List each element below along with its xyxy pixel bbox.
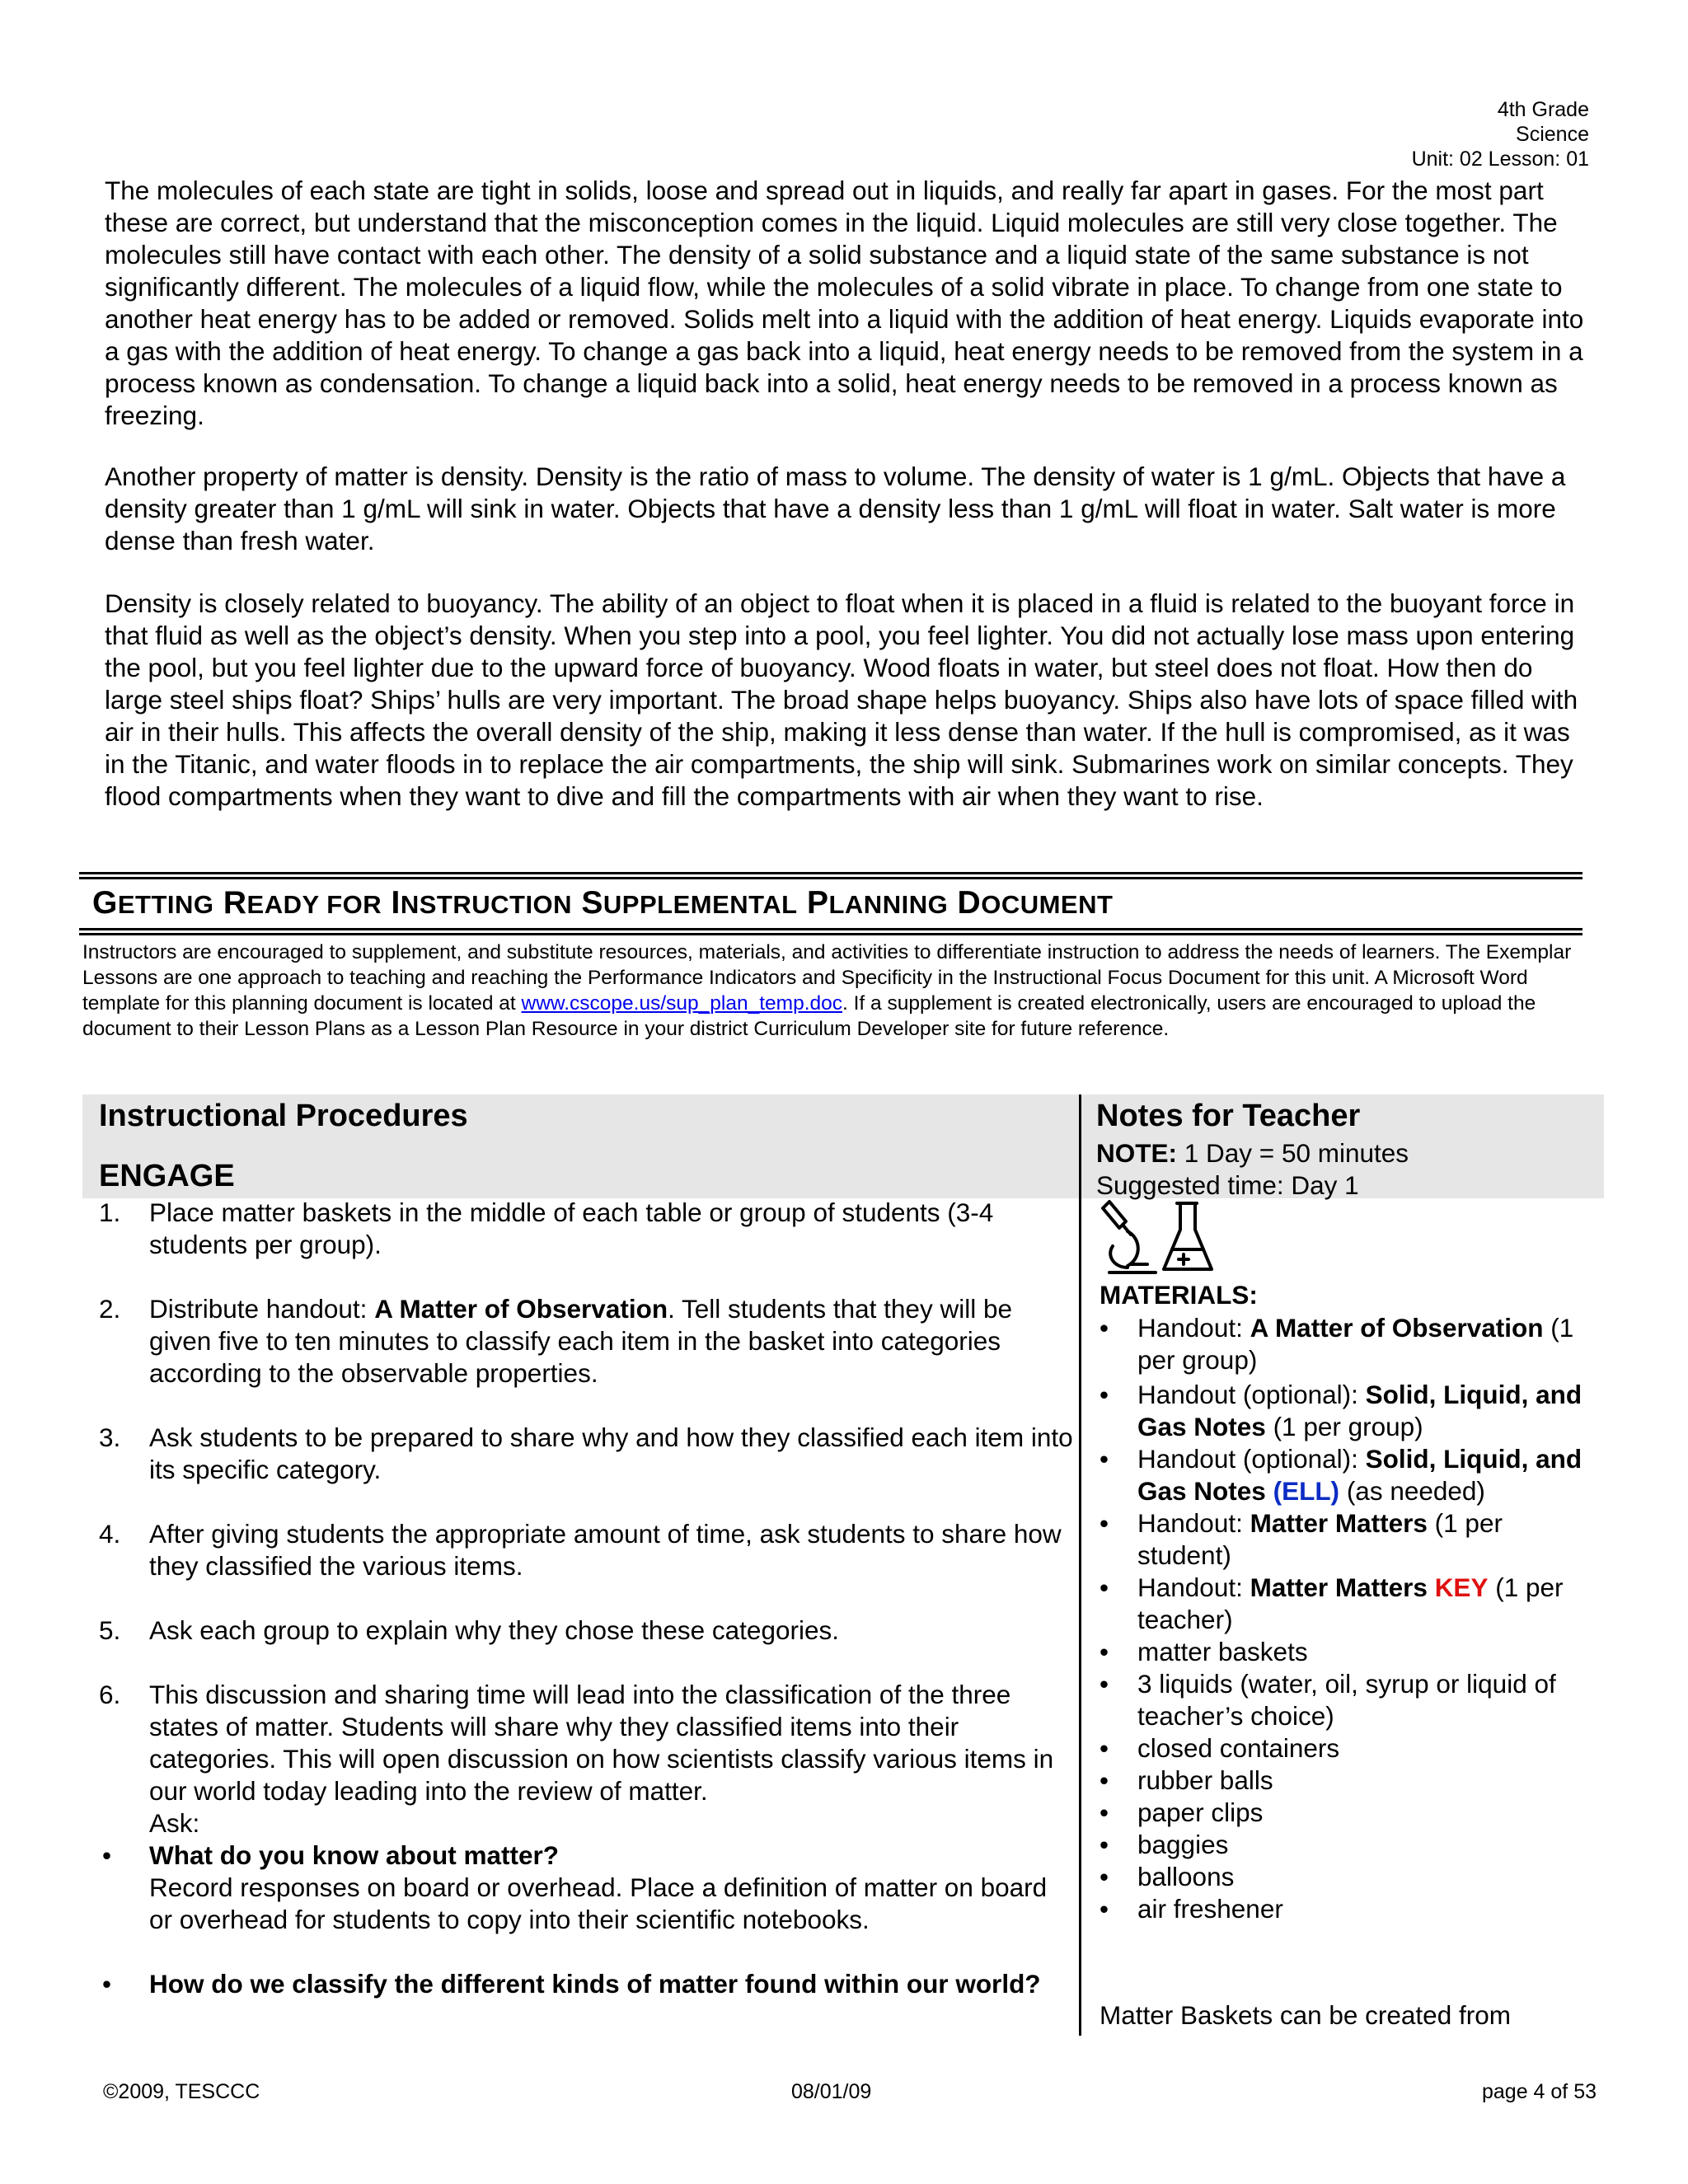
list-item: • Handout: Matter Matters KEY (1 per teacher) xyxy=(1100,1572,1564,1634)
ell-badge: (ELL) xyxy=(1273,1476,1340,1506)
list-item: 5. Ask each group to explain why they chose these categories. xyxy=(99,1615,839,1645)
ask-label: Ask: xyxy=(149,1808,200,1838)
list-item: 3. Ask students to be prepared to share why and how they classified each item into its specific category. xyxy=(99,1422,1073,1484)
instructional-procedures-column xyxy=(99,1094,1073,1999)
template-link[interactable]: www.cscope.us/sup_plan_temp.doc xyxy=(521,992,843,1015)
section-divider-top xyxy=(79,872,1582,879)
unit-lesson-label: Unit: 02 Lesson: 01 xyxy=(1411,148,1589,171)
list-item: • balloons xyxy=(1100,1862,1235,1891)
question-classify-matter: • How do we classify the different kinds of matter found within our world? xyxy=(102,1969,1041,1999)
title-word: READY FOR xyxy=(223,885,382,921)
list-item: • Handout: A Matter of Observation (1 per group) xyxy=(1100,1313,1574,1375)
list-item: • Handout: Matter Matters (1 per student) xyxy=(1100,1508,1503,1570)
title-word: DOCUMENT xyxy=(957,885,1114,921)
list-item: • Handout (optional): Solid, Liquid, and Gas Notes (1 per group) xyxy=(1100,1380,1582,1441)
subject-label: Science xyxy=(1516,123,1589,146)
materials-list xyxy=(1096,1312,1599,1925)
suggested-time: Suggested time: Day 1 xyxy=(1096,1170,1359,1200)
note-duration: NOTE: 1 Day = 50 minutes xyxy=(1096,1138,1409,1168)
list-item: • paper clips xyxy=(1100,1797,1264,1827)
notes-for-teacher-column xyxy=(1096,1094,1599,2030)
list-item: • rubber balls xyxy=(1100,1765,1273,1795)
list-item: • closed containers xyxy=(1100,1733,1340,1763)
list-item: 1. Place matter baskets in the middle of each table or group of students (3-4 students per group). xyxy=(99,1197,994,1259)
matter-baskets-note: Matter Baskets can be created from xyxy=(1100,2000,1511,2030)
procedure-steps xyxy=(99,1197,1076,2032)
paragraph-states-of-matter: The molecules of each state are tight in solids, loose and spread out in liquids, and really far apart in gases. For the most part these are correct, but understand that the misconception comes in the liquid. Liquid molecules are still very close together. The molecules still have contact with each other. The density of a solid substance and a liquid state of the same substance is not significantly different. The molecules of a liquid flow, while the molecules of a solid vibrate in place. To change from one state to another heat energy has to be added or removed. Solids melt into a liquid with the addition of heat energy. Liquids evaporate into a gas with the addition of heat energy. To change a gas back into a liquid, heat energy needs to be removed from the system in a process known as condensation. To change a liquid back into a solid, heat energy needs to be removed in a process known as freezing. xyxy=(105,176,1584,430)
list-item: • 3 liquids (water, oil, syrup or liquid of teacher’s choice) xyxy=(1100,1669,1556,1731)
list-item: 4. After giving students the appropriate amount of time, ask students to share how they classified the various items. xyxy=(99,1519,1062,1581)
list-item: • air freshener xyxy=(1100,1894,1283,1924)
title-word: SUPPLEMENTAL xyxy=(581,885,798,921)
footer-page-number: page 4 of 53 xyxy=(1481,2080,1597,2103)
section-intro: Instructors are encouraged to supplement, and substitute resources, materials, and activities to differentiate instruction to address the needs of learners. The Exemplar Lessons are one approach to teaching and reaching the Performance Indicators and Specificity in the Instructional Focus Document for this unit. A Microsoft Word template for this planning document is located at www.cscope.us/sup_plan_temp.doc. If a supplement is created electronically, users are encouraged to upload the document to their Lesson Plans as a Lesson Plan Resource in your district Curriculum Developer site for future reference. xyxy=(82,941,1572,1040)
procedures-title: Instructional Procedures xyxy=(99,1099,468,1133)
notes-title: Notes for Teacher xyxy=(1096,1099,1361,1133)
microscope-icon xyxy=(1103,1202,1156,1272)
record-instructions: Record responses on board or overhead. Place a definition of matter on board or overhead for students to copy into their scientific notebooks. xyxy=(149,1872,1048,1934)
key-badge: KEY xyxy=(1434,1572,1489,1602)
list-item: • baggies xyxy=(1100,1830,1229,1859)
section-divider-bottom xyxy=(79,928,1582,935)
list-item: • matter baskets xyxy=(1100,1637,1308,1666)
title-word: INSTRUCTION xyxy=(391,885,573,921)
list-item: 2. Distribute handout: A Matter of Observation. Tell students that they will be given five to ten minutes to classify each item in the basket into categories according to the observable properties. xyxy=(99,1294,1012,1388)
handout-name: A Matter of Observation xyxy=(374,1294,668,1324)
page-header xyxy=(1177,97,1589,171)
science-tools-icon xyxy=(1098,1197,1213,1279)
grade-label: 4th Grade xyxy=(1497,98,1589,121)
flask-icon xyxy=(1164,1203,1212,1269)
footer-copyright: ©2009, TESCCC xyxy=(103,2080,260,2103)
list-item: • Handout (optional): Solid, Liquid, and Gas Notes (ELL) (as needed) xyxy=(1100,1444,1582,1506)
footer-date: 08/01/09 xyxy=(791,2080,872,2103)
column-divider xyxy=(1079,1094,1081,2036)
question-what-is-matter: • What do you know about matter? xyxy=(102,1840,559,1870)
paragraph-density: Another property of matter is density. Density is the ratio of mass to volume. The density of water is 1 g/mL. Objects that have a density greater than 1 g/mL will sink in water. Objects that have a density less than 1 g/mL will float in water. Salt water is more dense than fresh water. xyxy=(105,462,1566,555)
section-title xyxy=(92,880,1576,928)
title-word: GETTING xyxy=(92,885,214,921)
paragraph-buoyancy: Density is closely related to buoyancy. The ability of an object to float when it is placed in a fluid is related to the buoyant force in that fluid as well as the object’s density. When you step into a pool, you feel lighter. You did not actually lose mass upon entering the pool, but you feel lighter due to the upward force of buoyancy. Wood floats in water, but steel does not float. How then do large steel ships float? Ships’ hulls are very important. The broad shape helps buoyancy. Ships also have lots of space filled with air in their hulls. This affects the overall density of the ship, making it less dense than water. If the hull is compromised, as it was in the Titanic, and water floods in to replace the air compartments, the ship will sink. Submarines work on similar concepts. They flood compartments when they want to dive and fill the compartments with air when they want to rise. xyxy=(105,588,1578,811)
engage-heading: ENGAGE xyxy=(99,1159,235,1193)
title-word: PLANNING xyxy=(806,885,949,921)
materials-heading: MATERIALS: xyxy=(1100,1280,1258,1310)
list-item: 6. This discussion and sharing time will lead into the classification of the three states of matter. Students will share why they classified items into their categories. This will open discussion on how scientists classify various items in our world today leading into the review of matter. Ask: • What do you know about matter? Record responses on board or overhead. Place a definition of matter on board or overhead for students to copy into their scientific notebooks. • How do we classify the different kinds of matter found within our world? xyxy=(99,1679,1076,2000)
